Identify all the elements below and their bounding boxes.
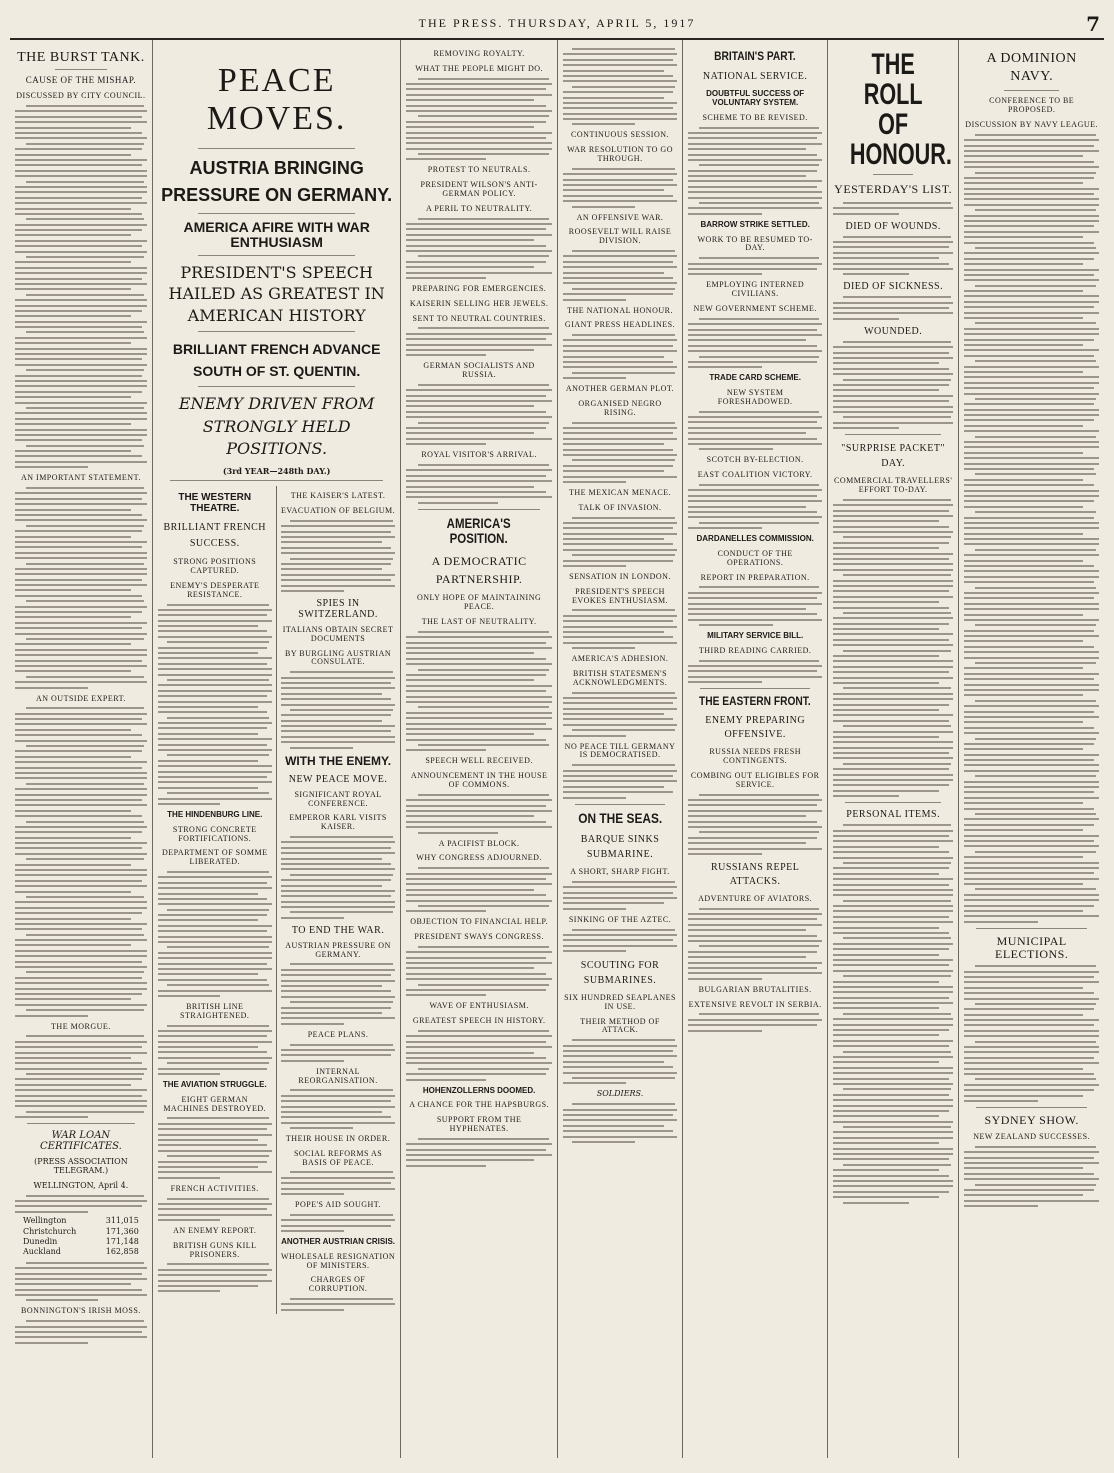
subhead-national-service: NATIONAL SERVICE. bbox=[702, 71, 808, 83]
article-text bbox=[281, 1214, 396, 1232]
subhead-soldiers: SOLDIERS. bbox=[596, 1089, 644, 1099]
divider bbox=[55, 69, 107, 70]
headline-war-loan: WAR LOAN CERTIFICATES. bbox=[40, 1130, 122, 1153]
subhead-report-preparation: REPORT IN PREPARATION. bbox=[700, 572, 810, 582]
subhead-died-of-sickness: DIED OF SICKNESS. bbox=[843, 281, 944, 293]
article-text bbox=[964, 134, 1099, 923]
subhead-doubtful-success: DOUBTFUL SUCCESS OF VOLUNTARY SYSTEM. bbox=[706, 89, 805, 107]
subhead-spies-switzerland: SPIES IN SWITZERLAND. bbox=[298, 597, 378, 620]
subhead-popes-aid: POPE'S AID SOUGHT. bbox=[295, 1200, 382, 1210]
article-text bbox=[688, 484, 822, 529]
subhead-house-in-order: THEIR HOUSE IN ORDER. bbox=[285, 1134, 391, 1144]
subhead-national-honour: THE NATIONAL HONOUR. bbox=[567, 305, 673, 315]
article-text bbox=[281, 1171, 396, 1195]
article-text bbox=[688, 908, 822, 980]
subhead-secret-documents: ITALIANS OBTAIN SECRET DOCUMENTS bbox=[282, 624, 394, 643]
article-text bbox=[563, 609, 678, 649]
subhead-bulgarian-brutalities: BULGARIAN BRUTALITIES. bbox=[698, 984, 812, 994]
subhead-six-hundred-seaplanes: SIX HUNDRED SEAPLANES IN USE. bbox=[564, 993, 676, 1011]
subhead-burgling-consulate: BY BURGLING AUSTRIAN CONSULATE. bbox=[284, 648, 392, 667]
subhead-wave-enthusiasm: WAVE OF ENTHUSIASM. bbox=[429, 1001, 529, 1011]
article-text bbox=[406, 384, 551, 445]
column-7 bbox=[959, 40, 1104, 1458]
subhead-peril-neutrality: A PERIL TO NEUTRALITY. bbox=[426, 203, 533, 213]
subhead-enemy-preparing: ENEMY PREPARING OFFENSIVE. bbox=[705, 715, 806, 741]
subhead-short-sharp-fight: A SHORT, SHARP FIGHT. bbox=[570, 866, 670, 876]
subhead-what-people-might-do: WHAT THE PEOPLE MIGHT DO. bbox=[415, 63, 544, 73]
subhead-eight-machines: EIGHT GERMAN MACHINES DESTROYED. bbox=[163, 1094, 267, 1113]
subhead-kaisers-latest: THE KAISER'S LATEST. bbox=[290, 491, 386, 501]
divider bbox=[198, 148, 356, 149]
subhead-pacifist-block: A PACIFIST BLOCK. bbox=[438, 838, 520, 848]
subhead-personal-items: PERSONAL ITEMS. bbox=[846, 809, 941, 821]
subhead-barque-sinks: BARQUE SINKS SUBMARINE. bbox=[580, 833, 660, 860]
subhead-concrete-fortifications: STRONG CONCRETE FORTIFICATIONS. bbox=[172, 824, 257, 843]
subhead-french-activities: FRENCH ACTIVITIES. bbox=[170, 1183, 259, 1193]
divider bbox=[198, 255, 356, 256]
subhead-method-attack: THEIR METHOD OF ATTACK. bbox=[580, 1016, 660, 1035]
divider bbox=[700, 688, 810, 689]
article-text bbox=[406, 327, 551, 356]
article-text bbox=[833, 236, 953, 276]
subhead-discussed-council: DISCUSSED BY CITY COUNCIL. bbox=[16, 91, 146, 101]
subhead-enemy-resistance: ENEMY'S DESPERATE RESISTANCE. bbox=[170, 580, 260, 599]
divider bbox=[845, 434, 941, 435]
headline-on-the-seas: ON THE SEAS. bbox=[578, 809, 663, 826]
subhead-coalition-victory: EAST COALITION VICTORY. bbox=[697, 470, 813, 480]
column-2-split bbox=[158, 486, 396, 1314]
article-text bbox=[688, 794, 822, 855]
column-6 bbox=[828, 40, 959, 1458]
divider bbox=[845, 802, 941, 803]
subhead-dardanelles-commission: DARDANELLES COMMISSION. bbox=[696, 534, 814, 544]
headline-roll-of-honour: THE ROLL OF HONOUR. bbox=[849, 48, 952, 171]
subhead-enemy-report: AN ENEMY REPORT. bbox=[173, 1226, 257, 1236]
column-4 bbox=[558, 40, 684, 1458]
article-text bbox=[964, 1146, 1099, 1207]
article-text bbox=[406, 1138, 551, 1167]
subhead-barrow-strike: BARROW STRIKE SETTLED. bbox=[700, 219, 810, 229]
dateline-press-association: (PRESS ASSOCIATION TELEGRAM.) bbox=[34, 1157, 128, 1176]
subhead-continuous-session: CONTINUOUS SESSION. bbox=[571, 130, 669, 140]
subhead-austrian-crisis: ANOTHER AUSTRIAN CRISIS. bbox=[281, 1236, 396, 1246]
subhead-russians-repel: RUSSIANS REPEL ATTACKS. bbox=[710, 861, 800, 887]
column-2a bbox=[158, 486, 277, 1314]
war-day-label: (3rd YEAR—248th DAY.) bbox=[222, 465, 331, 476]
article-text bbox=[563, 250, 678, 301]
headline-britains-part: BRITAIN'S PART. bbox=[714, 49, 796, 63]
divider bbox=[198, 331, 356, 332]
divider bbox=[198, 386, 356, 387]
subhead-speech-received: SPEECH WELL RECEIVED. bbox=[425, 756, 533, 766]
subhead-war-resolution: WAR RESOLUTION TO GO THROUGH. bbox=[567, 145, 673, 164]
loan-row: Christchurch 171,360 bbox=[23, 1226, 139, 1236]
subhead-democratic-partnership: A DEMOCRATIC PARTNERSHIP. bbox=[431, 554, 527, 587]
subhead-internal-reorganisation: INTERNAL REORGANISATION. bbox=[298, 1066, 378, 1085]
subhead-scheme-revised: SCHEME TO BE REVISED. bbox=[702, 112, 808, 122]
article-text bbox=[158, 1263, 272, 1292]
subhead-mexican-menace: THE MEXICAN MENACE. bbox=[568, 487, 672, 497]
subhead-austrian-pressure: AUSTRIAN PRESSURE ON GERMANY. bbox=[285, 940, 391, 959]
subhead-trade-card: TRADE CARD SCHEME. bbox=[709, 373, 801, 383]
subhead-scotch-by-election: SCOTCH BY-ELECTION. bbox=[706, 455, 804, 465]
article-text bbox=[563, 1103, 678, 1143]
headline-burst-tank: THE BURST TANK. bbox=[17, 50, 145, 65]
subhead-surprise-packet: "SURPRISE PACKET" DAY. bbox=[841, 443, 946, 470]
masthead bbox=[10, 8, 1104, 40]
headline-municipal-elections: MUNICIPAL ELECTIONS. bbox=[995, 933, 1069, 961]
article-text bbox=[281, 963, 396, 1024]
column-1 bbox=[10, 40, 153, 1458]
subhead-scouting-submarines: SCOUTING FOR SUBMARINES. bbox=[580, 960, 660, 987]
subhead-statesmen-acknowledgments: BRITISH STATESMEN'S ACKNOWLEDGMENTS. bbox=[572, 668, 668, 687]
subhead-combing-eligibles: COMBING OUT ELIGIBLES FOR SERVICE. bbox=[690, 771, 820, 789]
article-text bbox=[158, 604, 272, 805]
article-text bbox=[281, 520, 396, 592]
subhead-kaiserin-jewels: KAISERIN SELLING HER JEWELS. bbox=[409, 298, 549, 308]
article-text bbox=[406, 794, 551, 834]
article-text bbox=[563, 692, 678, 737]
article-text bbox=[563, 48, 678, 125]
subhead-sways-congress: PRESIDENT SWAYS CONGRESS. bbox=[414, 932, 544, 942]
headline-dominion-navy: A DOMINION NAVY. bbox=[986, 51, 1077, 85]
headline-sydney-show: SYDNEY SHOW. bbox=[984, 1112, 1079, 1127]
subhead-house-of-commons: ANNOUNCEMENT IN THE HOUSE OF COMMONS. bbox=[410, 771, 548, 790]
article-text bbox=[964, 965, 1099, 1102]
subhead-british-line: BRITISH LINE STRAIGHTENED. bbox=[180, 1001, 250, 1020]
subhead-anti-german-policy: PRESIDENT WILSON'S ANTI-GERMAN POLICY. bbox=[420, 180, 538, 199]
subhead-peace-plans: PEACE PLANS. bbox=[307, 1029, 369, 1039]
column-5 bbox=[683, 40, 828, 1458]
article-text bbox=[281, 1089, 396, 1129]
subhead-navy-league: DISCUSSION BY NAVY LEAGUE. bbox=[965, 119, 1099, 129]
article-text bbox=[15, 1035, 147, 1118]
article-text bbox=[688, 257, 822, 275]
subhead-talk-invasion: TALK OF INVASION. bbox=[578, 502, 662, 512]
subhead-guns-kill-prisoners: BRITISH GUNS KILL PRISONERS. bbox=[172, 1240, 257, 1259]
masthead-title: THE PRESS. THURSDAY, APRIL 5, 1917 bbox=[418, 15, 696, 30]
subhead-end-war: TO END THE WAR. bbox=[291, 924, 385, 936]
divider bbox=[27, 1123, 135, 1124]
subhead-work-resumed: WORK TO BE RESUMED TO-DAY. bbox=[697, 234, 813, 253]
article-text bbox=[281, 1298, 396, 1311]
article-text bbox=[406, 464, 551, 504]
divider bbox=[575, 804, 666, 805]
subhead-social-reforms: SOCIAL REFORMS AS BASIS OF PEACE. bbox=[293, 1148, 383, 1167]
subhead-german-plot: ANOTHER GERMAN PLOT. bbox=[565, 384, 675, 394]
subhead-government-scheme: NEW GOVERNMENT SCHEME. bbox=[693, 303, 817, 313]
subhead-conference-proposed: CONFERENCE TO BE PROPOSED. bbox=[989, 96, 1075, 115]
subhead-offensive-war: AN OFFENSIVE WAR. bbox=[576, 212, 664, 222]
divider bbox=[873, 174, 913, 175]
subhead-new-peace-move: NEW PEACE MOVE. bbox=[288, 773, 388, 785]
dateline-wellington: WELLINGTON, April 4. bbox=[33, 1180, 129, 1190]
loan-row: Auckland 162,858 bbox=[23, 1247, 139, 1257]
article-text bbox=[15, 1262, 147, 1302]
headline-french-advance: BRILLIANT FRENCH ADVANCE SOUTH OF ST. QUENTIN. bbox=[172, 340, 381, 379]
subhead-removing-royalty: REMOVING ROYALTY. bbox=[433, 49, 525, 58]
divider bbox=[198, 213, 356, 214]
subhead-charges-corruption: CHARGES OF CORRUPTION. bbox=[308, 1275, 368, 1294]
article-text bbox=[281, 836, 396, 919]
article-text bbox=[15, 707, 147, 1016]
subhead-irish-moss: BONNINGTON'S IRISH MOSS. bbox=[21, 1306, 141, 1316]
subhead-nz-successes: NEW ZEALAND SUCCESSES. bbox=[973, 1132, 1091, 1142]
article-text bbox=[563, 168, 678, 208]
headline-presidents-speech: PRESIDENT'S SPEECH HAILED AS GREATEST IN AMERICAN HISTORY bbox=[168, 262, 385, 325]
loan-table bbox=[23, 1216, 139, 1258]
subhead-military-service-bill: MILITARY SERVICE BILL. bbox=[707, 631, 804, 641]
article-text bbox=[563, 764, 678, 798]
article-text bbox=[281, 671, 396, 748]
subhead-commercial-travellers: COMMERCIAL TRAVELLERS' EFFORT TO-DAY. bbox=[834, 476, 953, 494]
article-text bbox=[688, 586, 822, 626]
subhead-sinking-aztec: SINKING OF THE AZTEC. bbox=[568, 914, 672, 924]
subhead-evacuation-belgium: EVACUATION OF BELGIUM. bbox=[280, 506, 396, 516]
subhead-sensation-london: SENSATION IN LONDON. bbox=[569, 572, 671, 582]
article-text bbox=[833, 202, 953, 215]
subhead-wounded: WOUNDED. bbox=[864, 325, 923, 337]
subhead-interned-civilians: EMPLOYING INTERNED CIVILIANS. bbox=[706, 280, 805, 299]
headline-america-afire: AMERICA AFIRE WITH WAR ENTHUSIASM bbox=[183, 219, 370, 251]
article-text bbox=[563, 929, 678, 953]
article-text bbox=[688, 411, 822, 451]
subhead-conduct-operations: CONDUCT OF THE OPERATIONS. bbox=[717, 548, 793, 567]
subhead-important-statement: AN IMPORTANT STATEMENT. bbox=[20, 473, 141, 483]
article-text bbox=[15, 1320, 147, 1344]
article-text bbox=[15, 1195, 147, 1213]
article-text bbox=[406, 867, 551, 912]
subhead-fresh-contingents: RUSSIA NEEDS FRESH CONTINGENTS. bbox=[709, 747, 801, 766]
subhead-royal-conference: SIGNIFICANT ROYAL CONFERENCE. bbox=[294, 789, 382, 808]
article-text bbox=[158, 1198, 272, 1222]
subhead-adventure-aviators: ADVENTURE OF AVIATORS. bbox=[698, 893, 813, 903]
subhead-aviation-struggle: THE AVIATION STRUGGLE. bbox=[162, 1080, 267, 1090]
headline-eastern-front: THE EASTERN FRONT. bbox=[699, 694, 811, 709]
article-text bbox=[158, 1025, 272, 1076]
subhead-press-headlines: GIANT PRESS HEADLINES. bbox=[564, 320, 676, 330]
subhead-hyphenates: SUPPORT FROM THE HYPHENATES. bbox=[436, 1115, 522, 1133]
column-2b bbox=[277, 486, 396, 1314]
article-text bbox=[406, 218, 551, 279]
article-text bbox=[15, 487, 147, 688]
subhead-died-of-wounds: DIED OF WOUNDS. bbox=[845, 220, 941, 232]
article-text bbox=[15, 105, 147, 468]
page-number: 7 bbox=[1086, 12, 1100, 36]
article-text bbox=[563, 422, 678, 483]
subhead-emperor-karl: EMPEROR KARL VISITS KAISER. bbox=[289, 813, 387, 832]
divider bbox=[170, 480, 384, 481]
article-text bbox=[833, 296, 953, 320]
subhead-hindenburg-line: THE HINDENBURG LINE. bbox=[167, 809, 263, 819]
headline-enemy-driven: ENEMY DRIVEN FROM STRONGLY HELD POSITIONS. bbox=[178, 394, 375, 459]
article-text bbox=[688, 660, 822, 684]
subhead-german-socialists: GERMAN SOCIALISTS AND RUSSIA. bbox=[423, 361, 535, 380]
subhead-last-neutrality: THE LAST OF NEUTRALITY. bbox=[421, 617, 537, 627]
article-text bbox=[406, 1030, 551, 1081]
headline-with-enemy: WITH THE ENEMY. bbox=[285, 753, 392, 768]
subhead-outside-expert: AN OUTSIDE EXPERT. bbox=[35, 693, 126, 703]
article-text bbox=[688, 318, 822, 369]
subhead-brilliant-french: BRILLIANT FRENCH SUCCESS. bbox=[163, 522, 267, 550]
subhead-no-peace-till: NO PEACE TILL GERMANY IS DEMOCRATISED. bbox=[564, 741, 676, 760]
article-text bbox=[563, 517, 678, 568]
subhead-protest-neutrals: PROTEST TO NEUTRALS. bbox=[427, 165, 531, 175]
subhead-resignation-ministers: WHOLESALE RESIGNATION OF MINISTERS. bbox=[280, 1251, 396, 1270]
article-text bbox=[281, 1044, 396, 1062]
subhead-greatest-speech: GREATEST SPEECH IN HISTORY. bbox=[412, 1016, 546, 1026]
article-text bbox=[158, 1117, 272, 1178]
subhead-financial-help: OBJECTION TO FINANCIAL HELP. bbox=[410, 917, 549, 927]
headline-western-theatre: THE WESTERN THEATRE. bbox=[178, 492, 252, 515]
subhead-preparing-emergencies: PREPARING FOR EMERGENCIES. bbox=[411, 283, 547, 293]
subhead-somme-liberated: DEPARTMENT OF SOMME LIBERATED. bbox=[162, 848, 268, 867]
subhead-new-system: NEW SYSTEM FORESHADOWED. bbox=[717, 388, 793, 406]
article-text bbox=[406, 78, 551, 161]
subhead-third-reading: THIRD READING CARRIED. bbox=[698, 645, 812, 655]
subhead-congress-adjourned: WHY CONGRESS ADJOURNED. bbox=[416, 853, 542, 863]
article-text bbox=[563, 334, 678, 379]
subhead-speech-enthusiasm: PRESIDENT'S SPEECH EVOKES ENTHUSIASM. bbox=[571, 586, 669, 605]
subhead-neutral-countries: SENT TO NEUTRAL COUNTRIES. bbox=[412, 313, 546, 323]
headline-austria-pressure: AUSTRIA BRINGING PRESSURE ON GERMANY. bbox=[161, 158, 393, 205]
subhead-hohenzollerns: HOHENZOLLERNS DOOMED. bbox=[422, 1085, 536, 1095]
article-text bbox=[406, 946, 551, 997]
subhead-revolt-serbia: EXTENSIVE REVOLT IN SERBIA. bbox=[688, 999, 822, 1009]
subhead-roosevelt-division: ROOSEVELT WILL RAISE DIVISION. bbox=[568, 227, 672, 246]
divider bbox=[976, 928, 1087, 929]
article-text bbox=[833, 499, 953, 797]
subhead-hapsburgs: A CHANCE FOR THE HAPSBURGS. bbox=[409, 1100, 550, 1110]
headline-americas-position: AMERICA'S POSITION. bbox=[447, 514, 512, 547]
subhead-americas-adhesion: AMERICA'S ADHESION. bbox=[571, 654, 669, 664]
article-text bbox=[833, 824, 953, 1203]
article-text bbox=[688, 127, 822, 215]
subhead-morgue: THE MORGUE. bbox=[51, 1021, 111, 1031]
subhead-maintaining-peace: ONLY HOPE OF MAINTAINING PEACE. bbox=[417, 593, 542, 612]
columns bbox=[10, 40, 1104, 1458]
subhead-strong-positions: STRONG POSITIONS CAPTURED. bbox=[173, 557, 257, 576]
article-text bbox=[833, 341, 953, 429]
article-text bbox=[563, 1039, 678, 1084]
divider bbox=[1004, 90, 1059, 91]
loan-row: Dunedin 171,148 bbox=[23, 1236, 139, 1246]
article-text bbox=[158, 871, 272, 997]
subhead-cause-mishap: CAUSE OF THE MISHAP. bbox=[25, 75, 137, 86]
divider bbox=[418, 509, 539, 510]
loan-row: Wellington 311,015 bbox=[23, 1216, 139, 1226]
column-3 bbox=[401, 40, 557, 1458]
subhead-yesterdays-list: YESTERDAY'S LIST. bbox=[834, 182, 953, 196]
divider bbox=[976, 1107, 1087, 1108]
article-text bbox=[688, 1013, 822, 1031]
subhead-royal-visitor: ROYAL VISITOR'S ARRIVAL. bbox=[421, 450, 537, 460]
headline-peace-moves: PEACE MOVES. bbox=[206, 62, 347, 137]
article-text bbox=[406, 631, 551, 752]
subhead-negro-rising: ORGANISED NEGRO RISING. bbox=[578, 399, 662, 417]
column-2 bbox=[153, 40, 402, 1458]
article-text bbox=[563, 881, 678, 910]
